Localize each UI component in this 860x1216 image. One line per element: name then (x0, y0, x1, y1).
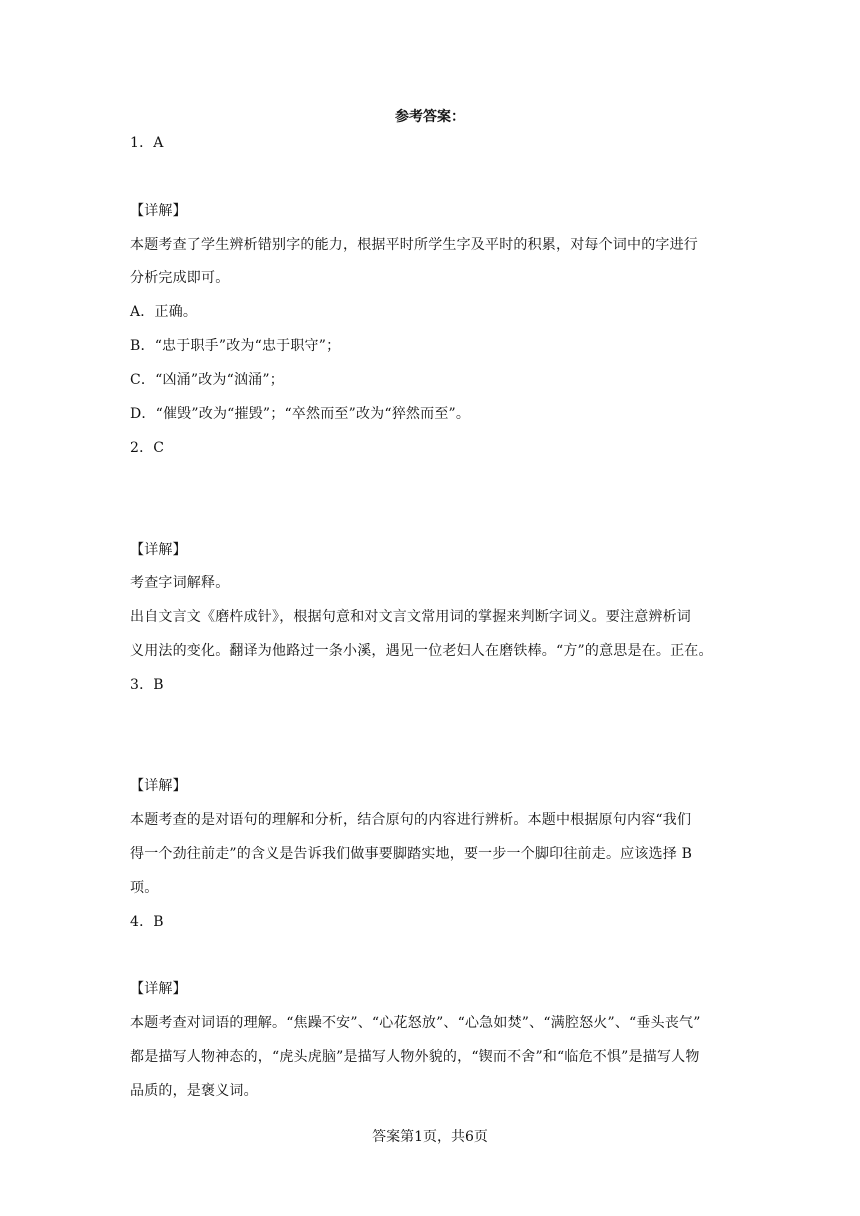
detail-heading: 【详解】 (130, 778, 187, 794)
detail-heading: 【详解】 (130, 981, 187, 997)
text-line: 本题考查的是对语句的理解和分析，结合原句的内容进行辨析。本题中根据原句内容“我们 (130, 812, 692, 828)
answer-number-3: 3．B (130, 677, 164, 693)
text-line: 项。 (130, 880, 159, 896)
page-title: 参考答案： (395, 109, 465, 125)
text-line: B．“忠于职手”改为“忠于职守”； (130, 338, 341, 354)
text-line: 考查字词解释。 (130, 575, 230, 591)
text-line: A．正确。 (130, 304, 198, 320)
page-footer: 答案第1页，共6页 (372, 1129, 488, 1145)
detail-heading: 【详解】 (130, 203, 187, 219)
text-line: C．“凶涌”改为“汹涌”； (130, 372, 284, 388)
answer-number-4: 4．B (130, 914, 164, 930)
text-line: 分析完成即可。 (130, 270, 230, 286)
text-line: 都是描写人物神态的，“虎头虎脑”是描写人物外貌的，“锲而不舍”和“临危不惧”是描写人物 (130, 1049, 700, 1065)
text-line: 本题考查了学生辨析错别字的能力，根据平时所学生字及平时的积累，对每个词中的字进行 (130, 237, 698, 253)
text-line: 出自文言文《磨杵成针》，根据句意和对文言文常用词的掌握来判断字词义。要注意辨析词 (130, 609, 691, 625)
answer-number-1: 1．A (130, 135, 164, 151)
text-line: 本题考查对词语的理解。“焦躁不安”、“心花怒放”、“心急如焚”、“满腔怒火”、“垂头丧气” (130, 1015, 701, 1031)
text-line: D．“催毁”改为“摧毁”；“卒然而至”改为“猝然而至”。 (130, 406, 471, 422)
answer-number-2: 2．C (130, 440, 165, 456)
text-line: 得一个劲往前走”的含义是告诉我们做事要脚踏实地，要一步一个脚印往前走。应该选择 B (130, 846, 693, 862)
text-line: 义用法的变化。翻译为他路过一条小溪，遇见一位老妇人在磨铁棒。“方”的意思是在。正在。 (130, 643, 713, 659)
detail-heading: 【详解】 (130, 542, 187, 558)
text-line: 品质的，是褒义词。 (130, 1083, 258, 1099)
